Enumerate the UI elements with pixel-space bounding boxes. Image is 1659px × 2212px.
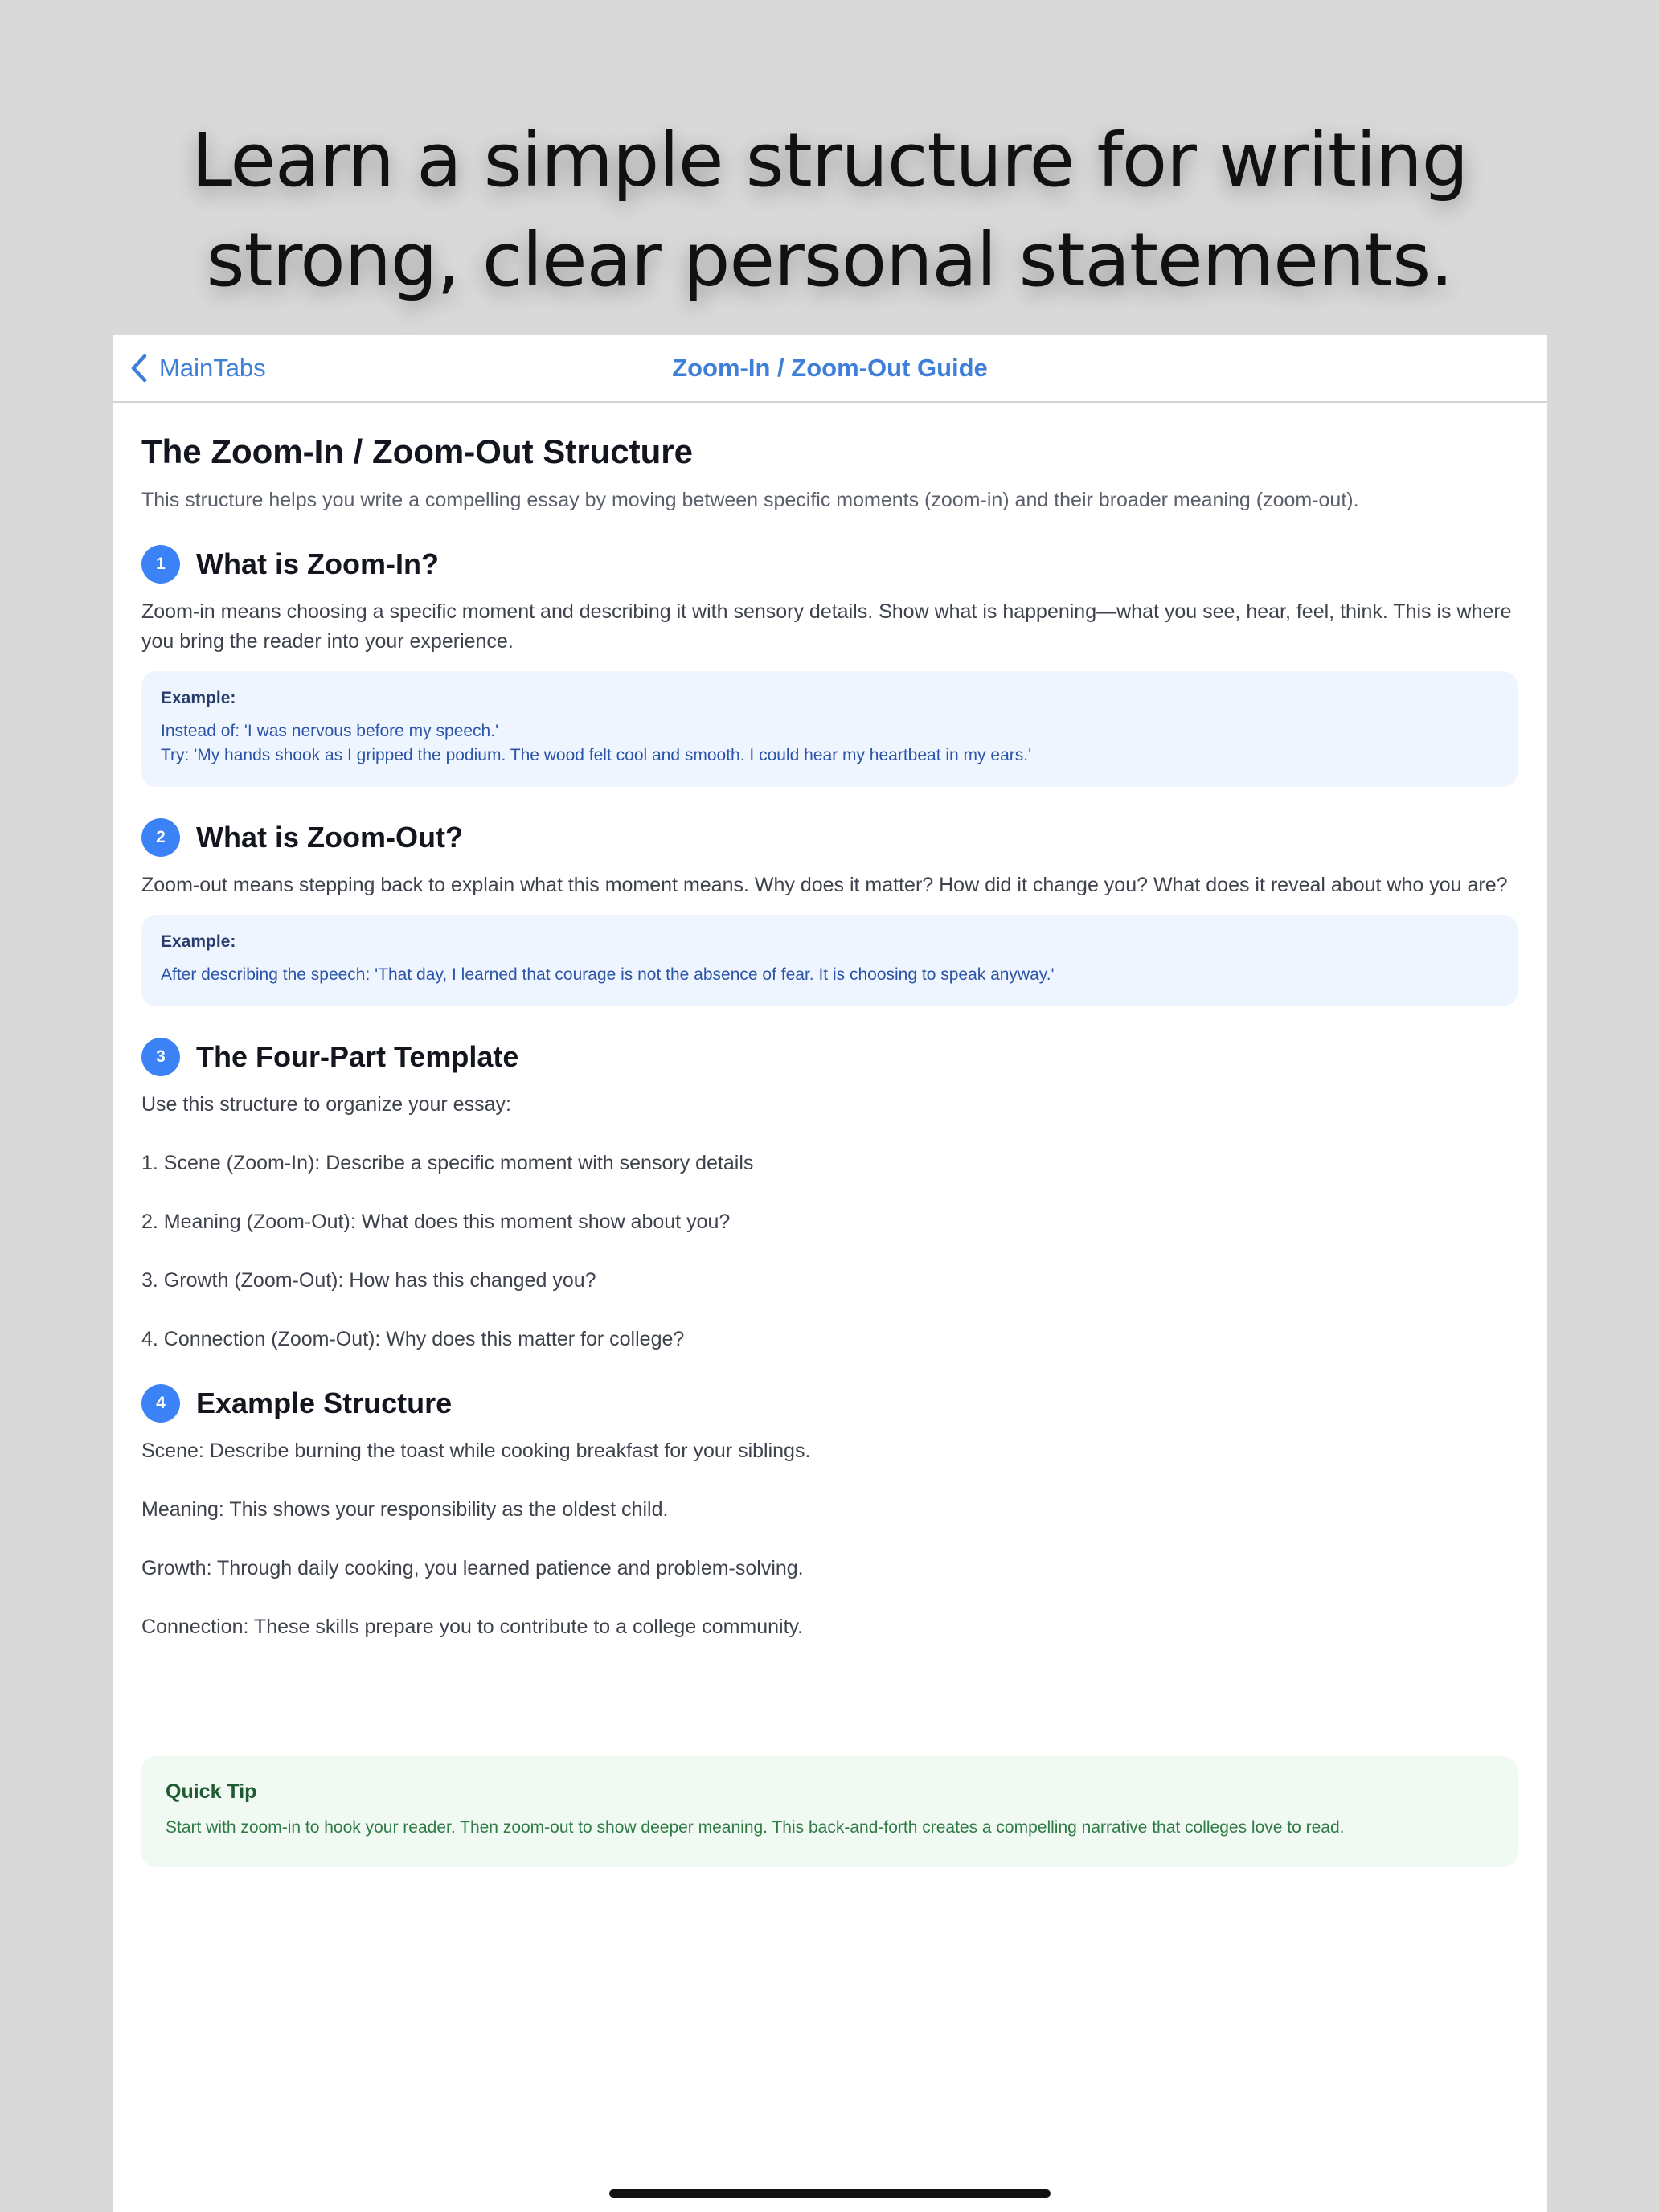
list-item: 1. Scene (Zoom-In): Describe a specific moment with sensory details: [141, 1152, 754, 1174]
section-zoom-in: [141, 544, 1518, 787]
list-item: Connection: These skills prepare you to contribute to a college community.: [141, 1616, 804, 1638]
nav-title: Zoom-In / Zoom-Out Guide: [672, 354, 988, 382]
marketing-headline: [0, 111, 1659, 310]
section-header: [141, 544, 1518, 584]
example-structure-list: [141, 1436, 1518, 1642]
section-title: The Four-Part Template: [196, 1040, 519, 1073]
quick-tip-card: [141, 1756, 1518, 1867]
section-description: Zoom-in means choosing a specific moment and describing it with sensory details. Show what is happening—what you see, hear, feel, think. This is where you bring the reader into your experience.: [141, 600, 1512, 653]
quick-tip-title: Quick Tip: [166, 1780, 257, 1803]
step-number-badge: 2: [141, 818, 180, 857]
section-header: [141, 1383, 1518, 1423]
page-intro: This structure helps you write a compelling essay by moving between specific moments (zoom-in) and their broader meaning (zoom-out).: [141, 489, 1359, 511]
guide-content: [141, 430, 1518, 1671]
example-line: After describing the speech: 'That day, I learned that courage is not the absence of fear. It is choosing to speak anyway.': [161, 965, 1055, 984]
section-zoom-out: [141, 817, 1518, 1006]
section-title: Example Structure: [196, 1387, 453, 1419]
list-item: Use this structure to organize your essay:: [141, 1093, 511, 1116]
list-item: Scene: Describe burning the toast while cooking breakfast for your siblings.: [141, 1440, 811, 1462]
example-box: [141, 671, 1518, 787]
list-item: Meaning: This shows your responsibility as the oldest child.: [141, 1498, 669, 1521]
quick-tip-text: Start with zoom-in to hook your reader. Then zoom-out to show deeper meaning. This back-and-forth creates a compelling narrative that colleges love to read.: [166, 1818, 1345, 1837]
example-label: Example:: [161, 932, 236, 951]
list-item: Growth: Through daily cooking, you learned patience and problem-solving.: [141, 1557, 804, 1579]
list-item: 2. Meaning (Zoom-Out): What does this moment show about you?: [141, 1210, 731, 1233]
headline-line-2: strong, clear personal statements.: [206, 217, 1453, 303]
section-four-part-template: [141, 1037, 1518, 1354]
headline-line-1: Learn a simple structure for writing: [190, 117, 1469, 203]
section-header: [141, 817, 1518, 858]
example-label: Example:: [161, 689, 236, 707]
section-description: Zoom-out means stepping back to explain what this moment means. Why does it matter? How did it change you? What does it reveal about who you are?: [141, 874, 1508, 896]
list-item: 4. Connection (Zoom-Out): Why does this matter for college?: [141, 1328, 685, 1350]
section-example-structure: [141, 1383, 1518, 1642]
step-number-badge: 1: [141, 545, 180, 584]
list-item: 3. Growth (Zoom-Out): How has this changed you?: [141, 1269, 596, 1292]
example-line: Try: 'My hands shook as I gripped the podium. The wood felt cool and smooth. I could hear my heartbeat in my ears.': [161, 746, 1032, 764]
section-title: What is Zoom-In?: [196, 547, 439, 580]
back-button-label: MainTabs: [159, 354, 266, 382]
template-list: [141, 1090, 1518, 1354]
page-title: The Zoom-In / Zoom-Out Structure: [141, 432, 693, 470]
step-number-badge: 3: [141, 1038, 180, 1076]
section-header: [141, 1037, 1518, 1077]
step-number-badge: 4: [141, 1384, 180, 1423]
home-indicator[interactable]: [609, 2189, 1051, 2198]
app-screen: [113, 335, 1547, 2212]
example-line: Instead of: 'I was nervous before my speech.': [161, 722, 499, 740]
navigation-bar: [113, 335, 1547, 403]
section-title: What is Zoom-Out?: [196, 821, 463, 854]
example-box: [141, 915, 1518, 1006]
